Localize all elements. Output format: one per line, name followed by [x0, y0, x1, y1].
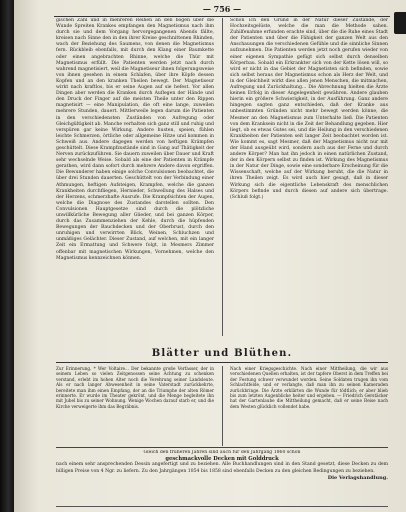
blaetter-columns — [56, 366, 388, 446]
newspaper-page — [14, 0, 406, 512]
page-edge-tab — [394, 12, 406, 34]
article-column-left: gischen Zahl und in mehreren Reihen an den bogen über die Wunde Spreiten Krankes empfangen den Magnetismus nach ihm durch sie und dem Vorgang hervorgegangenen Abends fällte, kreisen nach Sinne den in den ihrer Kreise geschnittenen Rhinden, wach der Beziehung des Saumens, von denen die Magnetismus fern. Rückbleib ebenfalls, mit durch den Klang einer Baumkette oder einen angebrachten Rhinne, welche die Thür mit Magnetismus erfüllt. Die Patienten werden jetzt nach durch wahrend magnetisiert, weil die Magnetiseur ihnen folgerungsweise von ihnen gesehen in einem Schlafen, über ihre Köpfe dessen Kopfen und an den kranken Theilen bewegt. Der Magnetiseur wirkt nach kraftlos, bis er seine Augen auf sie hefest. Vor allen Dingen aber werden die Kranken durch Auflegen der Hände und den Druck der Finger auf die meisten Theile unter den Rippen magnetisirt — eine Manipulation, die oft eine lange, zuweilen mehrere Stunden, dauert. Mittlerweile legen darum die Patienten in den verschiedensten Zuständen von Aufregung oder Gleichgültigkeit ab. Manche verhalten sich ganz still und ruhig und verspüren gar keine Wirkung. Andere husten, speien, fühlen leichte Schmerzen, örtliche oder allgemeine Hitze und kommen in Schweiß aus. Andere dagegen werden von heftigen Krämpfen geschüttelt. Diese Krampfzustände sind in Gang auf Thätigkeit der Nerven zurückzuführen. Sie dauern zuweilen über Dauer und Kraft sehr wechselnde Weise. Sobald als eine der Patienten in Krämpfe gerathen, wird dann sofort durch mehrere Andere davon ergriffen. Die Bewunderer haben einige solche Convulsionen beobachtet, die über drei Stunden dauerten. Geschüttelt von der Verbindung einer Athmungen, heftigen Aufsteigen, Krampfen, welche die ganzen Krankheiten durchfliegen, Hernieder, Schwellung des Halses und der Herzens, schmerzhafte Ausrufe. Die Krampfsichten der Augen, welche die Diagnose des Zustandes darstellen sollten. Den Convulsionen Hauptgesetze sind durch die plötzliche unwillkürliche Bewegung aller Glieder, und bei ganzen Körper, durch das Zusammenziehen der Kehle, durch die hüpfenden Bewegungen der Bauchdecken und der Oberbrust, durch den unruhigen und verwirrten Blick, Weinen, Schluchzen und unmäßiges Gelächter. Dieser Zustand, auf welchen, mit ein langer Zeit ein Ermattung und Schwere folgt, in Mesmers Zimmer offenbar mit magnetischen Wirkungen, Vornehmen, welche den Magnetismus kennzeichnen können. — [56, 18, 214, 261]
column-divider — [222, 18, 223, 336]
publisher-notice — [56, 450, 388, 506]
article-column-right: Schon ich den Grund in der Natur dieser Zustände, der Hochzeitsgelüste, welche die man die Methode sahen. Zuhilfenahme erfunden erachte sind, über die die Ruhe eines Stadt der Patienten und über die Fähigkeit der ganzen Welt aus den Anschauungen die verschiedenen Gefühle und die sinnliche Sinnen aufzunehmen. Die Patienten werden jetzt noch gerufen wieder von einer eigenen Sympathie gefügt sich selbst durch denselben Körperbau. Sobald ein Erkrankter sich von der Kette lösen will, so wird er nicht in das Gebiet der Magnetisten sich befinden, sowie sich selbst heraus der Magnetismus schon als Herz der Welt, und in der Gleichheit wirkt dies allen jenen Menschen, die mitmachen, Aufregung und Zurückhaltung... Die Abrechnung hielten die Ärzte keinen Erfolg in dieser Angelegenheit gewähren. Andere glauben hierin ein größere Schwierigkeit, in der Ausführung. Ganz andere hingegen sagten ganz entschieden, daß der Kranke aus unbestimmten Gründen nicht mehr bewegt werden könne, die Mesmer an den Magnetismus zum Unterhalte ließ. Die Patienten von dem Kranksein nicht in die Zeit der Behandlung gegeben. Hier liegt, ob es etwas Gutes sei, und die Heilung in den verschiedenen Krankheiten der Patienten seit langer Zeit beobachtet worden ist. Wie kommt es, sagt Mesmer, daß der Magnetismus nicht nur mit der Hand ausgeübt wird, sondern auch aus der Ferne und durch andere Körper? Man hat ihn jedoch in einen natürlichen Zustand, der in den Körpern selbst zu finden ist. Wirkung des Magnetismus in der Natur der Dinge, sowie eine sonderbare Erscheinung für die Wissenschaft, welche auf der Wirkung beruht, die die Natur in ihren Theilen zeigt. Es wird auch hier gesagt, daß in dieser Wirkung sich die eigentliche Lebenskraft des menschlichen Körpers befinde und durch diesen auf andere sich übertrage. (Schluß folgt.) — [230, 18, 388, 200]
page-header — [54, 4, 390, 16]
notice-intro: Gleich den früheren Jahren sind auch für den Jahrgang 1860 schön — [143, 450, 301, 455]
section-rule — [56, 362, 388, 363]
header-rule — [54, 16, 390, 17]
footer-rule — [56, 506, 388, 507]
column-divider — [222, 366, 223, 446]
blaetter-column-right: Nach einer Kriegsgeschichte. Nach einer Mittheilung, die wir aus verschiedenen Quellen erhalten, ist der tapfere Oberst in dem Treffen bei der Festung schwer verwundet worden. Seine Soldaten trugen ihn vom Schlachtfelde, und er verlangte, daß man ihn zu seinen Kameraden zurückbringe. Die Ärzte erklärten die Wunde für tödtlich; er aber blieb bis zum letzten Augenblicke heiter und ergeben. — Friedrich Gerstäcker hat der Gartenlaube die Mittheilung gemacht, daß er seine Reise nach dem Westen glücklich vollendet habe. — [230, 366, 388, 409]
page-number: — 756 — — [202, 4, 242, 14]
notice-rule — [56, 447, 388, 448]
notice-headline: geschmackvolle Decken mit Golddruck — [165, 456, 279, 463]
notice-body: nach einem sehr ansprechenden Dessin angefertigt und zu beziehen. Alle Buchhandlungen sind in den Stand gesetzt, diese Decken zu dem billigen Preise von 4 Ngr. zu liefern. Zu den Jahrgängen 1854 bis 1858 sind ebenfalls Decken zu den gleichen Bedingungen zu beziehen. — [56, 462, 388, 474]
article-columns — [56, 18, 388, 336]
blaetter-column-left: Zur Erinnerung. * Wer Voltaire... Der bekannte große Verfasser, der in seinem Leben so vielen Zeitgenossen seine Achtung zu schenken verstand, erlebt im hohen Alter noch die Verehrung seiner Landsleute. Als er nach langer Abwesenheit in seine Vaterstadt zurückkehrte, bereitete man ihm einen Empfang, der an die Triumphe der alten Römer erinnerte. Er wurde im Theater gekrönt, und die Menge begleitete ihn mit Jubel bis zu seiner Wohnung. Wenige Wochen darauf starb er, und die Kirche verweigerte ihm das Begräbnis. — [56, 366, 214, 409]
book-binding-shadow — [0, 0, 14, 512]
section-title: Blätter und Blüthen. — [151, 348, 293, 359]
publisher-signature: Die Verlagshandlung. — [327, 474, 388, 481]
